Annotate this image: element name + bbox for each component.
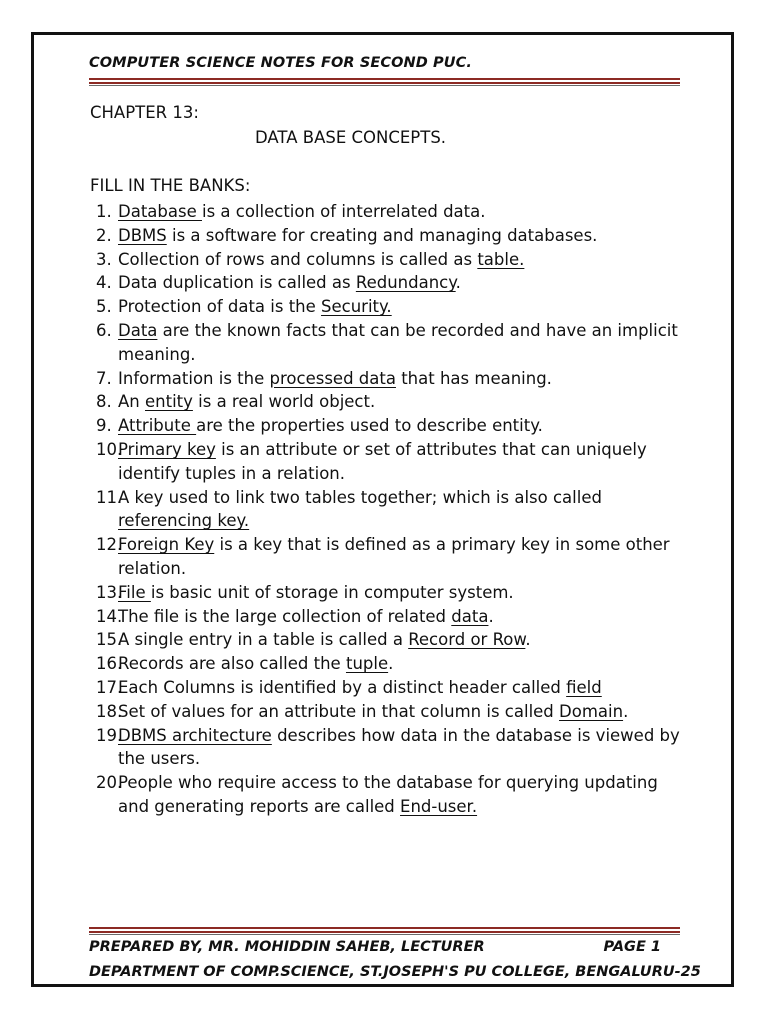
answer-underlined: field [566, 677, 602, 697]
list-item [90, 414, 690, 438]
question-list [90, 200, 690, 819]
list-item [90, 248, 690, 272]
section-heading: FILL IN THE BANKS: [90, 176, 251, 195]
list-item [90, 652, 690, 676]
chapter-label: CHAPTER 13: [90, 103, 199, 122]
item-number: 19. [96, 725, 123, 745]
list-item [90, 390, 690, 414]
item-text-before: People who require access to the database for querying updating and generating reports are called [118, 773, 658, 816]
item-text-before: A key used to link two tables together; which is also called [118, 487, 602, 507]
list-item [90, 628, 690, 652]
item-number: 6. [96, 320, 112, 340]
answer-underlined: DBMS architecture [118, 725, 272, 745]
item-number: 5. [96, 297, 112, 317]
footer-line-1 [89, 939, 661, 955]
answer-underlined: End-user. [400, 796, 478, 816]
item-text-before: Records are also called the [118, 654, 346, 674]
item-text-after: are the properties used to describe entity. [196, 416, 543, 436]
answer-underlined: Security. [321, 297, 392, 317]
footer-prepared-by: PREPARED BY, MR. MOHIDDIN SAHEB, LECTURER [89, 939, 485, 955]
page-number: PAGE 1 [603, 939, 661, 955]
item-text-before: Protection of data is the [118, 297, 322, 317]
item-text-after: are the known facts that can be recorded and have an implicit meaning. [118, 320, 678, 364]
answer-underlined: Foreign Key [118, 535, 215, 555]
item-number: 16. [96, 654, 123, 674]
answer-underlined: Database [118, 202, 202, 221]
item-number: 1. [96, 202, 112, 221]
list-item [90, 224, 690, 248]
item-number: 7. [96, 368, 112, 388]
list-item [90, 676, 690, 700]
answer-underlined: Data [118, 320, 158, 340]
list-item [90, 605, 690, 629]
answer-underlined: tuple [345, 654, 389, 674]
header-rule [89, 78, 680, 86]
item-text-before: Data duplication is called as [118, 273, 356, 293]
footer-department: DEPARTMENT OF COMP.SCIENCE, ST.JOSEPH'S PU COLLEGE, BENGALURU-25 [89, 964, 701, 980]
item-text-after: is a collection of interrelated data. [201, 202, 486, 221]
item-number: 4. [96, 273, 112, 293]
list-item [90, 200, 690, 224]
item-text-before: An [118, 392, 145, 412]
item-text-after: is an attribute or set of attributes that can uniquely identify tuples in a relation. [118, 439, 647, 483]
list-item [90, 771, 690, 819]
item-number: 12. [96, 535, 123, 555]
item-text-before: Set of values for an attribute in that column is called [118, 701, 560, 721]
item-number: 11. [96, 487, 123, 507]
item-number: 2. [96, 225, 112, 245]
item-text-before: Each Columns is identified by a distinct header called [118, 677, 567, 697]
answer-underlined: File [118, 582, 151, 602]
item-text-after: is a real world object. [192, 392, 376, 412]
item-text-before: The file is the large collection of related [118, 606, 452, 626]
chapter-title: DATA BASE CONCEPTS. [255, 128, 447, 147]
answer-underlined: Attribute [118, 416, 197, 436]
list-item [90, 724, 690, 772]
item-number: 9. [96, 416, 112, 436]
list-item [90, 533, 690, 581]
item-text-after: . [388, 654, 394, 674]
answer-underlined: referencing key. [118, 511, 250, 531]
list-item [90, 271, 690, 295]
item-number: 15. [96, 630, 123, 650]
item-number: 10. [96, 439, 123, 459]
item-number: 14. [96, 606, 123, 626]
item-text-after: is a key that is defined as a primary key in some other relation. [118, 535, 670, 578]
item-text-after: . [488, 606, 494, 626]
list-item [90, 438, 690, 486]
item-number: 8. [96, 392, 112, 412]
running-header: COMPUTER SCIENCE NOTES FOR SECOND PUC. [89, 55, 473, 71]
item-number: 20. [96, 773, 123, 793]
list-item [90, 700, 690, 724]
list-item [90, 367, 690, 391]
answer-underlined: table. [477, 249, 525, 269]
answer-underlined: entity [145, 392, 193, 412]
item-text-after: . [455, 273, 461, 293]
answer-underlined: Redundancy [355, 273, 456, 293]
answer-underlined: Record or Row [408, 630, 526, 650]
item-text-after: . [623, 701, 629, 721]
answer-underlined: Primary key [118, 439, 216, 459]
list-item [90, 319, 690, 367]
item-text-after: is basic unit of storage in computer system. [150, 582, 514, 602]
item-number: 18. [96, 701, 123, 721]
answer-underlined: Domain [559, 701, 624, 721]
item-text-before: A single entry in a table is called a [118, 630, 409, 650]
item-number: 3. [96, 249, 112, 269]
answer-underlined: data [451, 606, 489, 626]
list-item [90, 486, 690, 534]
item-text-after: that has meaning. [395, 368, 552, 388]
answer-underlined: processed data [269, 368, 396, 388]
footer-rule [89, 927, 680, 935]
item-number: 13. [96, 582, 123, 602]
item-text-before: Information is the [118, 368, 270, 388]
item-text-after: . [525, 630, 531, 650]
list-item [90, 295, 690, 319]
item-number: 17. [96, 677, 123, 697]
answer-underlined: DBMS [118, 225, 167, 245]
item-text-after: describes how data in the database is viewed by the users. [118, 725, 680, 769]
item-text-before: Collection of rows and columns is called as [118, 249, 478, 269]
item-text-after: is a software for creating and managing databases. [166, 225, 598, 245]
list-item [90, 581, 690, 605]
